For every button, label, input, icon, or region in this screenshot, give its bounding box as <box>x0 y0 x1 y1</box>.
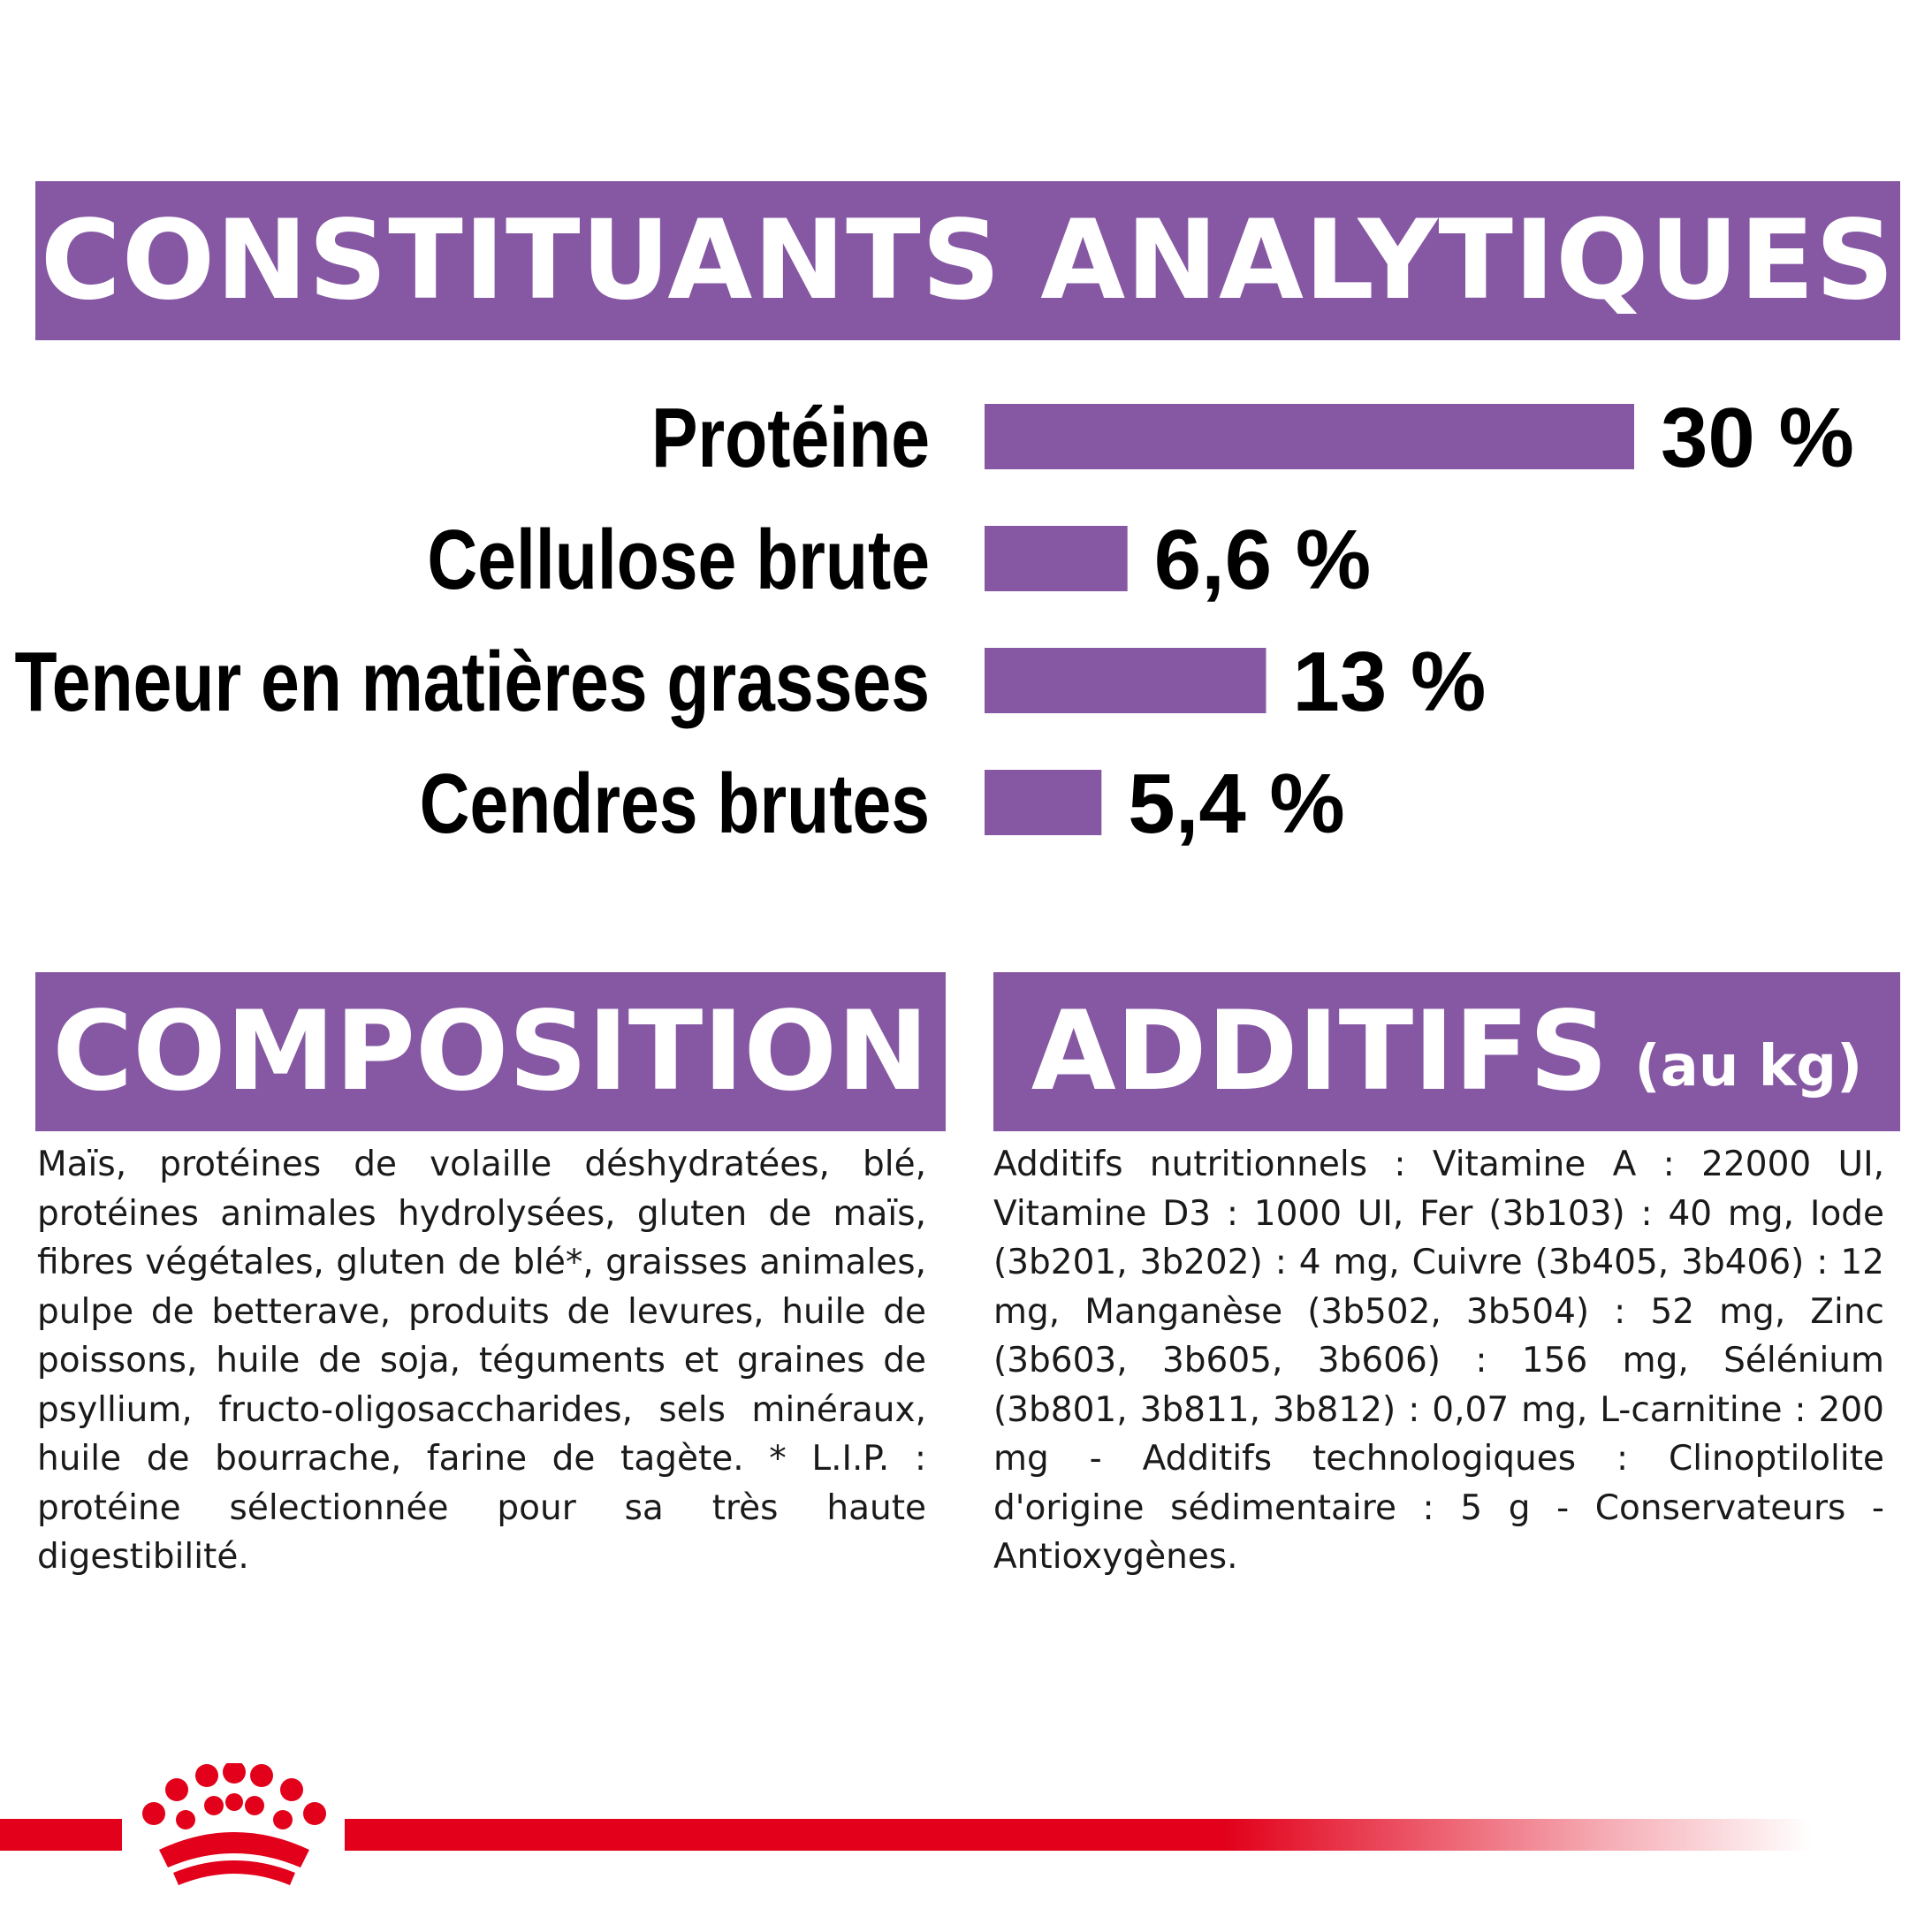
analytics-bar <box>985 404 1634 469</box>
analytics-bar <box>985 648 1266 713</box>
analytics-label: Teneur en matières grasses <box>14 635 930 729</box>
analytics-value-label: 30 % <box>1661 391 1854 485</box>
analytics-value-label: 6,6 % <box>1153 513 1372 607</box>
analytics-title: CONSTITUANTS ANALYTIQUES <box>40 197 1896 324</box>
composition-title: COMPOSITION <box>52 988 929 1115</box>
additives-text: Additifs nutritionnels : Vitamine A : 22000 UI, Vitamine D3 : 1000 UI, Fer (3b103) : 40 mg, Iode (3b201, 3b202) : 4 mg, Cuivre (3b405, 3b406) : 12 mg, Manganèse (3b502, 3b504) : 52 mg, Zinc (3b603, 3b605, 3b606) : 156 mg, Sélénium (3b801, 3b811, 3b812) : 0,07 mg, L-carnitine : 200 mg - Additifs technologiques : Clinoptilolite d'origine sédimentaire : 5 g - Conservateurs - Antioxygènes. <box>993 1145 1884 1577</box>
analytics-title-banner <box>35 181 1900 340</box>
analytics-label: Cendres brutes <box>419 757 930 851</box>
additives-title: ADDITIFS <box>1031 988 1609 1115</box>
composition-title-banner <box>35 972 946 1131</box>
analytics-label: Protéine <box>651 391 930 485</box>
analytics-label: Cellulose brute <box>427 513 930 607</box>
royal-canin-crown-icon <box>133 1763 336 1905</box>
analytics-bar <box>985 770 1101 835</box>
additives-title-banner <box>993 972 1900 1131</box>
analytics-bar <box>985 526 1128 591</box>
analytics-value-label: 13 % <box>1292 635 1487 729</box>
composition-text: Maïs, protéines de volaille déshydratées, blé, protéines animales hydrolysées, gluten de maïs, fibres végétales, gluten de blé*, graisses animales, pulpe de betterave, produits de levures, huile de poissons, huile de soja, téguments et graines de psyllium, fructo-oligosaccharides, sels minéraux, huile de bourrache, farine de tagète. * L.I.P. : protéine sélectionnée pour sa très haute digestibilité. <box>37 1145 926 1577</box>
footer-red-line-right <box>345 1819 1812 1851</box>
additives-subtitle: (au kg) <box>1634 1034 1863 1099</box>
footer-red-line-left <box>0 1819 122 1851</box>
analytics-value-label: 5,4 % <box>1128 757 1345 851</box>
